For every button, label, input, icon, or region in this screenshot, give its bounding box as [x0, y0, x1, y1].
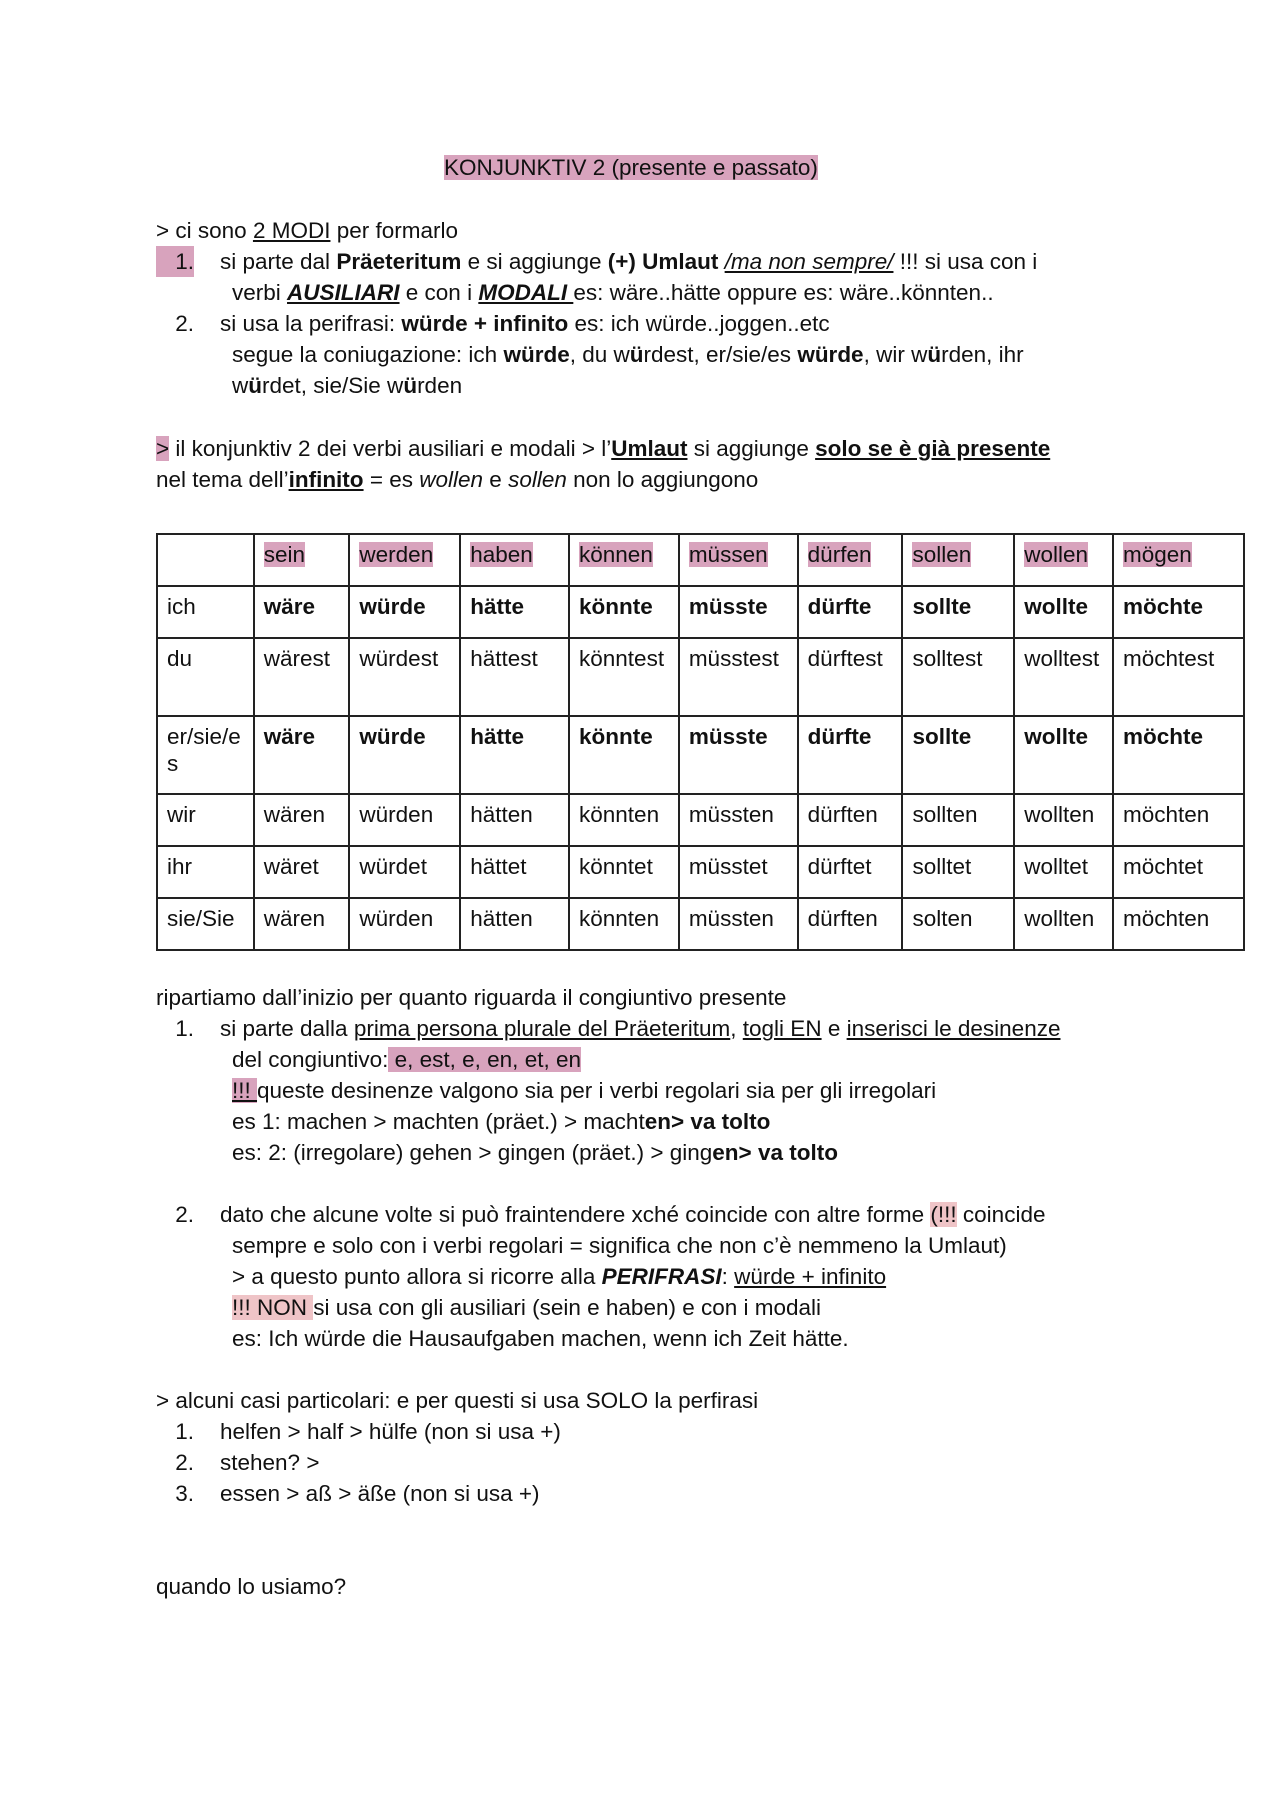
modi-item-1-cont: verbi AUSILIARI e con i MODALI es: wäre..hätte oppure es: wäre..könnten..: [232, 280, 994, 305]
table-cell: wärest: [254, 638, 350, 716]
table-cell: sollte: [902, 586, 1014, 638]
modi-item-2-conjugation-cont: würdet, sie/Sie würden: [232, 373, 463, 398]
modi-item-1: 1. si parte dal Präeteritum e si aggiunge (+) Umlaut /ma non sempre/ !!! si usa con i: [156, 246, 1037, 277]
table-cell: hättet: [460, 846, 569, 898]
table-cell: dürfte: [798, 586, 903, 638]
table-cell: hätte: [460, 716, 569, 794]
casi-particolari-intro: > alcuni casi particolari: e per questi si usa SOLO la perfirasi: [156, 1388, 759, 1413]
table-header-cell: werden: [349, 534, 460, 586]
table-cell: solltest: [902, 638, 1014, 716]
table-cell: möchten: [1113, 794, 1244, 846]
table-cell: würdet: [349, 846, 460, 898]
table-cell: könnten: [569, 898, 679, 950]
table-cell: dürften: [798, 794, 903, 846]
table-cell: dürftet: [798, 846, 903, 898]
table-cell: ihr: [157, 846, 254, 898]
table-cell: könnte: [569, 586, 679, 638]
table-row: [157, 794, 1244, 846]
example-sentence: es: Ich würde die Hausaufgaben machen, wenn ich Zeit hätte.: [232, 1326, 849, 1351]
table-header-cell: wollen: [1014, 534, 1113, 586]
table-row: [157, 898, 1244, 950]
list-item: 1. helfen > half > hülfe (non si usa +): [175, 1419, 561, 1444]
table-header-row: [157, 534, 1244, 586]
table-cell: wäre: [254, 586, 350, 638]
list-number: 1.: [156, 246, 194, 277]
table-cell: wäre: [254, 716, 350, 794]
table-cell: müsste: [679, 586, 798, 638]
table-cell: wollte: [1014, 716, 1113, 794]
table-cell: müsste: [679, 716, 798, 794]
table-cell: würde: [349, 586, 460, 638]
umlaut-rule-line-2: nel tema dell’infinito = es wollen e sollen non lo aggiungono: [156, 467, 759, 492]
umlaut-rule-line: > il konjunktiv 2 dei verbi ausiliari e modali > l’Umlaut si aggiunge solo se è già presente: [156, 436, 1051, 461]
table-header-cell: müssen: [679, 534, 798, 586]
table-cell: würden: [349, 794, 460, 846]
table-cell: möchtest: [1113, 638, 1244, 716]
page-title: KONJUNKTIV 2 (presente e passato): [444, 155, 818, 180]
table-row: [157, 846, 1244, 898]
non-ausiliari-line: !!! NON si usa con gli ausiliari (sein e haben) e con i modali: [232, 1295, 822, 1320]
table-cell: müsstet: [679, 846, 798, 898]
table-cell: könnten: [569, 794, 679, 846]
table-row: [157, 638, 1244, 716]
presente-desinenze: del congiuntivo: e, est, e, en, et, en: [232, 1047, 581, 1072]
table-cell: müssten: [679, 898, 798, 950]
list-item: 3. essen > aß > äße (non si usa +): [175, 1481, 540, 1506]
table-cell: hättest: [460, 638, 569, 716]
table-row: [157, 586, 1244, 638]
modi-item-2-conjugation: segue la coniugazione: ich würde, du würdest, er/sie/es würde, wir würden, ihr: [232, 342, 1024, 367]
table-cell: wären: [254, 898, 350, 950]
table-cell: würde: [349, 716, 460, 794]
table-header-cell: dürfen: [798, 534, 903, 586]
table-cell: dürften: [798, 898, 903, 950]
table-cell: wollten: [1014, 898, 1113, 950]
modi-item-2: 2. si usa la perifrasi: würde + infinito es: ich würde..joggen..etc: [156, 308, 830, 339]
table-row: [157, 716, 1244, 794]
table-cell: möchten: [1113, 898, 1244, 950]
presente-note: !!! queste desinenze valgono sia per i verbi regolari sia per gli irregolari: [232, 1078, 937, 1103]
table-header-cell: sein: [254, 534, 350, 586]
presente-example-1: es 1: machen > machten (präet.) > machten> va tolto: [232, 1109, 771, 1134]
presente-item-2-cont: sempre e solo con i verbi regolari = significa che non c’è nemmeno la Umlaut): [232, 1233, 1007, 1258]
closing-question: quando lo usiamo?: [156, 1574, 347, 1599]
table-cell: würden: [349, 898, 460, 950]
list-number: 1.: [175, 1016, 194, 1041]
presente-example-2: es: 2: (irregolare) gehen > gingen (präet.) > gingen> va tolto: [232, 1140, 838, 1165]
table-cell: sie/Sie: [157, 898, 254, 950]
table-header-cell: haben: [460, 534, 569, 586]
table-cell: könnte: [569, 716, 679, 794]
table-cell: müsstest: [679, 638, 798, 716]
table-cell: wollten: [1014, 794, 1113, 846]
table-header-cell: [157, 534, 254, 586]
table-cell: solltet: [902, 846, 1014, 898]
table-cell: du: [157, 638, 254, 716]
konjunktiv-table: [156, 533, 1245, 951]
table-cell: wolltet: [1014, 846, 1113, 898]
table-cell: möchte: [1113, 586, 1244, 638]
perifrasi-line: > a questo punto allora si ricorre alla PERIFRASI: würde + infinito: [232, 1264, 887, 1289]
presente-item-2: 2. dato che alcune volte si può fraintendere xché coincide con altre forme (!!! coincide: [156, 1199, 1045, 1230]
table-cell: würdest: [349, 638, 460, 716]
table-header-cell: mögen: [1113, 534, 1244, 586]
table-cell: wolltest: [1014, 638, 1113, 716]
table-cell: solten: [902, 898, 1014, 950]
table-cell: wir: [157, 794, 254, 846]
list-number: 2.: [175, 1202, 194, 1227]
modi-intro-line: > ci sono 2 MODI per formarlo: [156, 218, 458, 243]
table-cell: sollten: [902, 794, 1014, 846]
table-cell: müssten: [679, 794, 798, 846]
table-cell: wären: [254, 794, 350, 846]
table-cell: dürftest: [798, 638, 903, 716]
list-number: 2.: [175, 311, 194, 336]
table-cell: möchtet: [1113, 846, 1244, 898]
table-cell: ich: [157, 586, 254, 638]
table-cell: könntet: [569, 846, 679, 898]
table-cell: möchte: [1113, 716, 1244, 794]
presente-item-1: 1. si parte dalla prima persona plurale del Präeteritum, togli EN e inserisci le desinenze: [156, 1013, 1060, 1044]
presente-intro: ripartiamo dall’inizio per quanto riguarda il congiuntivo presente: [156, 985, 787, 1010]
list-item: 2. stehen? >: [175, 1450, 320, 1475]
table-cell: hätten: [460, 794, 569, 846]
table-cell: wäret: [254, 846, 350, 898]
table-cell: hätte: [460, 586, 569, 638]
table-cell: hätten: [460, 898, 569, 950]
table-cell: sollte: [902, 716, 1014, 794]
table-cell: wollte: [1014, 586, 1113, 638]
table-header-cell: sollen: [902, 534, 1014, 586]
table-header-cell: können: [569, 534, 679, 586]
table-cell: er/sie/es: [157, 716, 254, 794]
table-cell: dürfte: [798, 716, 903, 794]
table-cell: könntest: [569, 638, 679, 716]
